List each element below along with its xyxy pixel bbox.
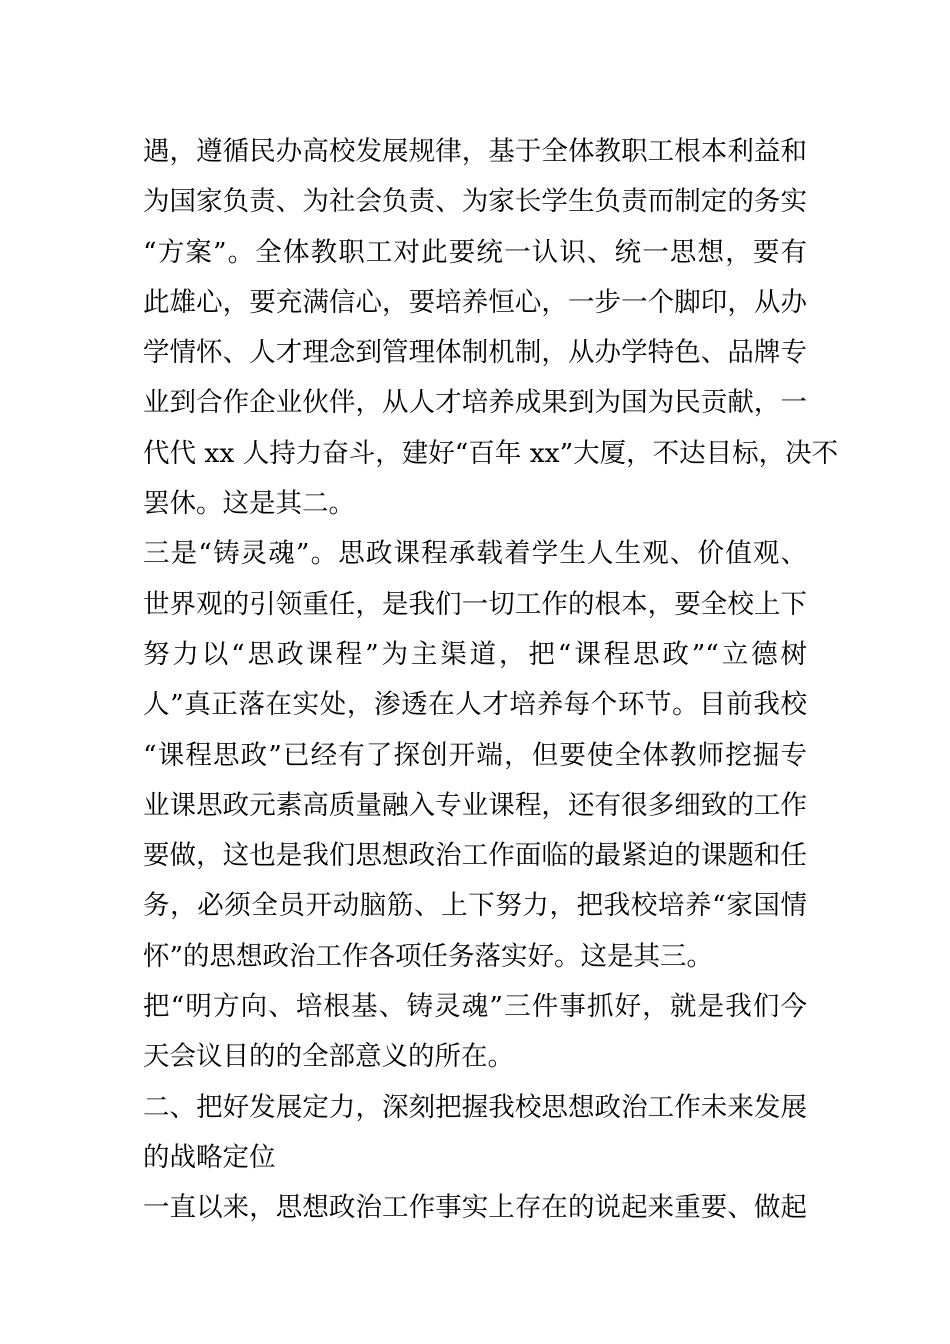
text-line: 怀”的思想政治工作各项任务落实好。这是其三。 [143, 940, 714, 972]
text-line: 努力以“思政课程”为主渠道，把“课程思政”“立德树 [143, 638, 807, 670]
text-line: 罢休。这是其二。 [143, 488, 355, 520]
section-heading-line: 的战略定位 [143, 1141, 276, 1173]
document-page [143, 127, 839, 1234]
text-line: 遇，遵循民办高校发展规律，基于全体教职工根本利益和 [143, 136, 807, 167]
section-heading-line: 二、把好发展定力，深刻把握我校思想政治工作未来发展 [143, 1091, 807, 1123]
text-line: 学情怀、人才理念到管理体制机制，从办学特色、品牌专 [143, 337, 807, 369]
text-line: 世界观的引领重任，是我们一切工作的根本，要全校上下 [143, 588, 807, 620]
text-line: 把“明方向、培根基、铸灵魂”三件事抓好，就是我们今 [143, 991, 807, 1023]
text-line: 务，必须全员开动脑筋、上下努力，把我校培养“家国情 [143, 890, 807, 922]
text-line: 为国家负责、为社会负责、为家长学生负责而制定的务实 [143, 186, 807, 218]
text-line: 天会议目的的全部意义的所在。 [143, 1041, 514, 1073]
text-line: “课程思政”已经有了探创开端，但要使全体教师挖掘专 [143, 739, 807, 771]
text-line: 一直以来，思想政治工作事实上存在的说起来重要、做起 [143, 1192, 807, 1224]
text-line: 业到合作企业伙伴，从人才培养成果到为国为民贡献，一 [143, 387, 807, 419]
text-line: “方案”。全体教职工对此要统一认识、统一思想，要有 [143, 236, 807, 268]
text-line: 代代 xx 人持力奋斗，建好“百年 xx”大厦，不达目标，决不 [143, 437, 839, 469]
text-line: 人”真正落在实处，渗透在人才培养每个环节。目前我校 [143, 689, 807, 721]
text-line: 三是“铸灵魂”。思政课程承载着学生人生观、价值观、 [143, 538, 807, 570]
text-line: 要做，这也是我们思想政治工作面临的最紧迫的课题和任 [143, 840, 807, 872]
text-line: 此雄心，要充满信心，要培养恒心，一步一个脚印，从办 [143, 286, 807, 318]
text-line: 业课思政元素高质量融入专业课程，还有很多细致的工作 [143, 789, 807, 821]
